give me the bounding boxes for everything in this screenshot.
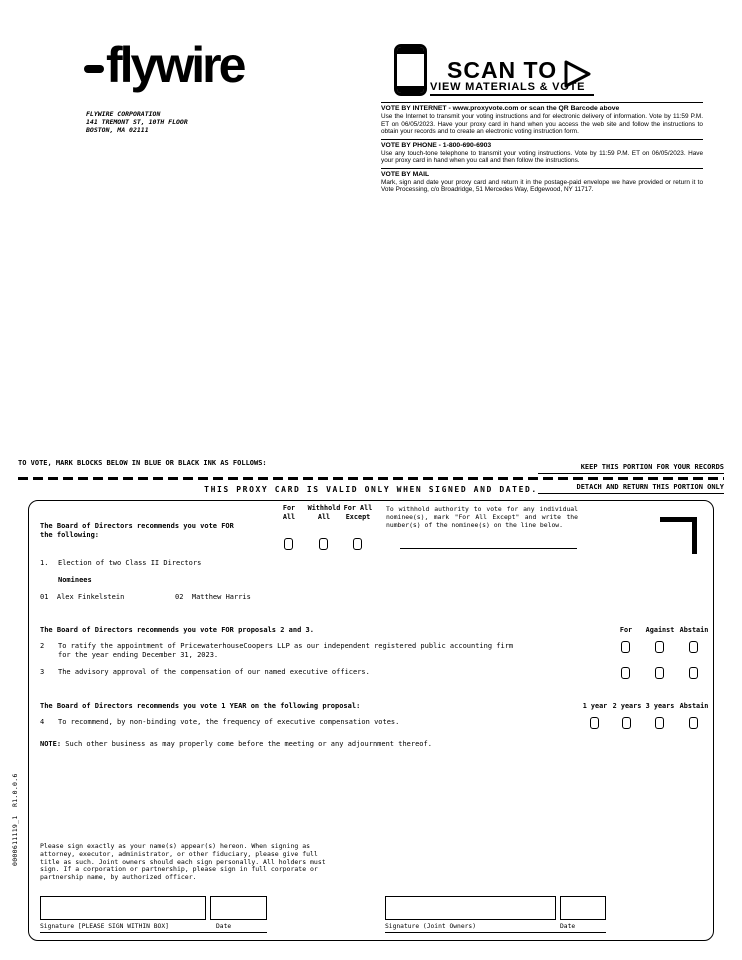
keep-portion-label: KEEP THIS PORTION FOR YOUR RECORDS bbox=[538, 463, 724, 474]
divider bbox=[381, 102, 703, 103]
proposal3-text: The advisory approval of the compensation of our named executive officers. bbox=[58, 668, 370, 676]
proposal4-number: 4 bbox=[40, 718, 45, 726]
corner-registration-mark bbox=[660, 517, 697, 554]
proposal4-recommendation: The Board of Directors recommends you vote 1 YEAR on the following proposal: bbox=[40, 702, 361, 710]
primary-signature-label: Signature [PLEASE SIGN WITHIN BOX] bbox=[40, 923, 169, 930]
proposal1-text: Election of two Class II Directors bbox=[58, 559, 202, 567]
column-header-line: For bbox=[282, 504, 296, 512]
scan-banner-underline bbox=[430, 94, 594, 96]
address-line: FLYWIRE CORPORATION bbox=[86, 110, 161, 118]
scan-to-title: SCAN TO bbox=[447, 57, 558, 83]
proposal1-for-all-except-checkbox[interactable] bbox=[353, 538, 362, 550]
proposal1-recommendation: The Board of Directors recommends you vote FOR the following: bbox=[40, 522, 234, 539]
smartphone-icon bbox=[394, 44, 427, 96]
company-address bbox=[86, 110, 188, 134]
nominee-exception-write-in-line[interactable] bbox=[400, 527, 577, 549]
proposal3-for-checkbox[interactable] bbox=[621, 667, 630, 679]
proposal2-against-checkbox[interactable] bbox=[655, 641, 664, 653]
proposal4-1-year-checkbox[interactable] bbox=[590, 717, 599, 729]
scan-to-subtitle: VIEW MATERIALS & VOTE bbox=[430, 81, 586, 93]
primary-date-box[interactable] bbox=[210, 896, 267, 920]
proposal2-for-checkbox[interactable] bbox=[621, 641, 630, 653]
column-header-for-all-except bbox=[341, 504, 375, 522]
column-header-line: For All bbox=[343, 504, 373, 512]
signature-group-underline bbox=[385, 932, 606, 933]
vote-by-mail-heading: VOTE BY MAIL bbox=[381, 170, 430, 178]
joint-signature-label: Signature (Joint Owners) bbox=[385, 923, 476, 930]
job-control-code: 0000611119_1 R1.0.0.6 bbox=[11, 773, 19, 866]
vote-by-internet-heading: VOTE BY INTERNET - www.proxyvote.com or scan the QR Barcode above bbox=[381, 105, 620, 112]
column-header-abstain: Abstain bbox=[679, 626, 709, 634]
proposal2-text: To ratify the appointment of PricewaterhouseCoopers LLP as our independent registered public accounting firm for the year ending December 31, 2023. bbox=[58, 642, 514, 659]
valid-when-signed-notice: THIS PROXY CARD IS VALID ONLY WHEN SIGNED AND DATED. bbox=[204, 485, 538, 494]
column-header-1-year: 1 year bbox=[582, 702, 608, 710]
note-text: Such other business as may properly come before the meeting or any adjournment thereof. bbox=[65, 740, 432, 748]
flywire-logo bbox=[84, 38, 243, 93]
note-label: NOTE: bbox=[40, 740, 62, 748]
flywire-logo-text: flywire bbox=[106, 37, 244, 93]
signature-group-underline bbox=[40, 932, 267, 933]
proposals23-recommendation: The Board of Directors recommends you vote FOR proposals 2 and 3. bbox=[40, 626, 314, 634]
nominees-label: Nominees bbox=[58, 576, 92, 584]
proposal1-for-all-checkbox[interactable] bbox=[284, 538, 293, 550]
proposal1-withhold-all-checkbox[interactable] bbox=[319, 538, 328, 550]
proposal3-abstain-checkbox[interactable] bbox=[689, 667, 698, 679]
proposal3-against-checkbox[interactable] bbox=[655, 667, 664, 679]
vote-methods-panel bbox=[381, 100, 703, 197]
proposal3-number: 3 bbox=[40, 668, 45, 676]
detach-portion-label: DETACH AND RETURN THIS PORTION ONLY bbox=[538, 483, 724, 494]
column-header-for-all bbox=[274, 504, 304, 522]
column-header-line: All bbox=[282, 513, 296, 521]
proposal2-number: 2 bbox=[40, 642, 45, 650]
vote-by-internet-body: Use the Internet to transmit your voting instructions and for electronic delivery of information. Vote by 11:59 P.M. ET on 06/05/2023. Have your proxy card in hand when you access the web site and follow the instructions to obtain your records and to create an electronic voting instruction form. bbox=[381, 113, 703, 135]
proposal2-abstain-checkbox[interactable] bbox=[689, 641, 698, 653]
nominee-2: 02 Matthew Harris bbox=[175, 593, 251, 601]
primary-signature-box[interactable] bbox=[40, 896, 206, 920]
vote-by-mail-body: Mark, sign and date your proxy card and return it in the postage-paid envelope we have provided or return it to Vote Processing, c/o Broadridge, 51 Mercedes Way, Edgewood, NY 11717. bbox=[381, 178, 703, 193]
other-business-note bbox=[40, 740, 640, 749]
mark-blocks-instruction: TO VOTE, MARK BLOCKS BELOW IN BLUE OR BLACK INK AS FOLLOWS: bbox=[18, 459, 267, 467]
vote-by-phone-heading: VOTE BY PHONE - 1-800-690-6903 bbox=[381, 141, 492, 149]
column-header-abstain: Abstain bbox=[679, 702, 709, 710]
proposal4-3-years-checkbox[interactable] bbox=[655, 717, 664, 729]
withhold-authority-note: To withhold authority to vote for any individual nominee(s), mark "For All Except" and write the number(s) of the nominee(s) on the line below. bbox=[386, 505, 578, 529]
joint-date-box[interactable] bbox=[560, 896, 606, 920]
vote-by-phone-body: Use any touch-tone telephone to transmit your voting instructions. Vote by 11:59 P.M. ET on 06/05/2023. Have your proxy card in hand when you call and then follow the instructions. bbox=[381, 149, 703, 164]
address-line: BOSTON, MA 02111 bbox=[86, 126, 149, 134]
column-header-2-years: 2 years bbox=[612, 702, 642, 710]
nominee-1: 01 Alex Finkelstein bbox=[40, 593, 125, 601]
column-header-line: Except bbox=[345, 513, 371, 521]
address-line: 141 TREMONT ST, 10TH FLOOR bbox=[86, 118, 188, 126]
play-arrow-icon bbox=[561, 58, 593, 90]
column-header-line: All bbox=[317, 513, 331, 521]
joint-signature-box[interactable] bbox=[385, 896, 556, 920]
detach-dashed-line bbox=[18, 477, 724, 480]
proposal4-abstain-checkbox[interactable] bbox=[689, 717, 698, 729]
column-header-3-years: 3 years bbox=[645, 702, 675, 710]
divider bbox=[381, 139, 703, 140]
column-header-against: Against bbox=[645, 626, 675, 634]
column-header-line: Withhold bbox=[307, 504, 341, 512]
primary-date-label: Date bbox=[216, 923, 232, 930]
divider bbox=[381, 168, 703, 169]
column-header-for: For bbox=[619, 626, 633, 634]
proposal4-text: To recommend, by non-binding vote, the frequency of executive compensation votes. bbox=[58, 718, 400, 726]
column-header-withhold-all bbox=[306, 504, 342, 522]
joint-date-label: Date bbox=[560, 923, 576, 930]
proposal4-2-years-checkbox[interactable] bbox=[622, 717, 631, 729]
flywire-logo-dash-icon bbox=[84, 65, 104, 73]
signature-instructions: Please sign exactly as your name(s) appear(s) hereon. When signing as attorney, executor, administrator, or other fiduciary, please give full title as such. Joint owners should each sign personally. All holders must sign. If a corporation or partnership, please sign in full corporate or partnership name, by authorized officer. bbox=[40, 842, 326, 882]
proposal1-number: 1. bbox=[40, 559, 49, 567]
